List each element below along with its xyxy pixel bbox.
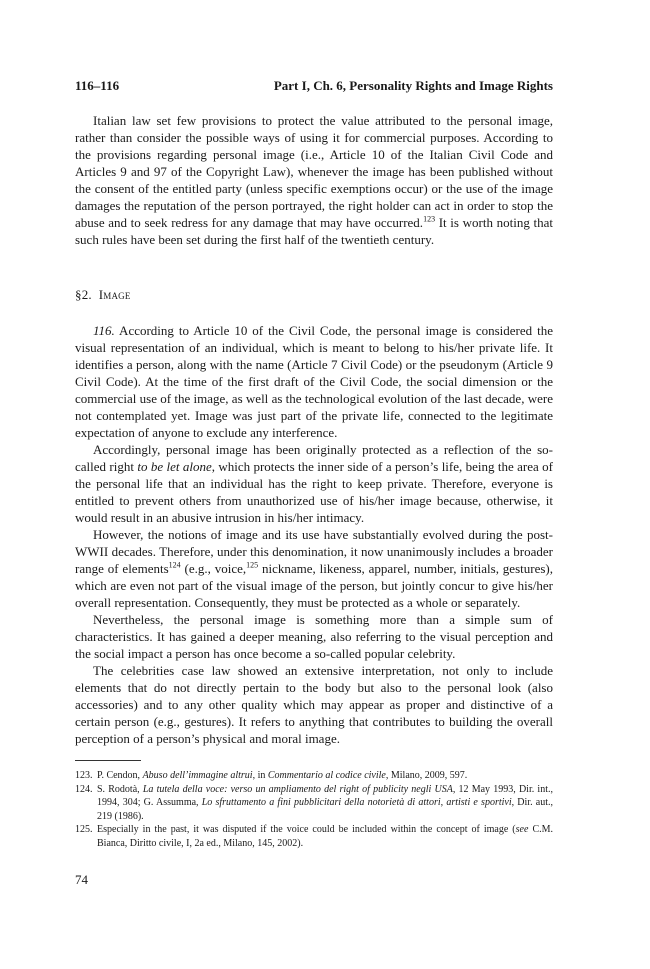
fn-part: Especially in the past, it was disputed if the voice could be included within the concept of image (: [97, 824, 516, 835]
footnote-ref-125[interactable]: 125: [246, 560, 259, 570]
body-paragraph-1: [75, 322, 553, 441]
intro-text-b: It is worth noting that such rules have been set during the first half of the twentieth century.: [75, 215, 553, 247]
fn-italic: Lo sfruttamento a fini pubblicitari della notorietà di attori, artisti e sportivi: [201, 797, 512, 808]
intro-paragraph: [75, 112, 553, 248]
fn-italic: La tutela della voce: verso un ampliamento del right of publicity negli USA: [142, 783, 453, 795]
page-content: [75, 78, 553, 850]
footnote-ref-123[interactable]: 123: [423, 214, 436, 224]
header-page-range: 116–116: [75, 78, 120, 93]
fn-part: P. Cendon,: [97, 770, 143, 781]
header-title: Part I, Ch. 6, Personality Rights and Image Rights: [273, 78, 553, 93]
p1-text: According to Article 10 of the Civil Code, the personal image is considered the visual representation of an individual, which is meant to belong to his/her private life. It identifies a person, along with the name (Article 7 Civil Code) or the pseudonym (Article 9 Civil Code). At the time of the first draft of the Civil Code, the social dimension or the commercial use of the image, as well as the technological evolution of the last decade, were not contemplated yet. Image was just part of the private life, connected to the legitimate expectation of anyone to exclude any interference.: [75, 323, 553, 440]
footnote-number: 125.: [75, 824, 93, 835]
page-number: 74: [75, 872, 88, 887]
p3-text-a: However, the notions of image and its use have substantially evolved during the post-WWII decades. Therefore, under this denomination, it now unanimously includes a broader range of elements: [75, 527, 553, 576]
body-paragraph-3: [75, 526, 553, 611]
fn-italic: see: [515, 824, 529, 835]
footnotes: [75, 769, 553, 850]
p2-italic: to be let alone: [137, 459, 212, 474]
footnote-123: [75, 769, 553, 783]
footnote-divider: [75, 760, 141, 761]
paragraph-number: 116.: [93, 323, 115, 338]
fn-italic: Abuso dell’immagine altrui: [142, 770, 253, 781]
p2-text-b: , which protects the inner side of a person’s life, being the area of the personal life that an individual has the right to keep private. Therefore, everyone is entitled to prevent others from unauthorized use of his/her image because, otherwise, it would result in an abusive intrusion in his/her intimacy.: [75, 459, 553, 525]
footnote-number: 124.: [75, 783, 93, 795]
fn-part: , Dir. aut., 219 (1986).: [97, 797, 553, 822]
p2-text-a: Accordingly, personal image has been originally protected as a reflection of the so-called right: [75, 442, 553, 474]
footnote-text: [97, 823, 553, 850]
p3-text-b: (e.g., voice,: [180, 561, 247, 576]
fn-italic: Commentario al codice civile: [267, 770, 386, 781]
footnote-124: [75, 783, 553, 824]
body-paragraph-2: [75, 441, 553, 526]
body-paragraph-4: Nevertheless, the personal image is something more than a simple sum of characteristics. It has gained a deeper meaning, also referring to the visual perception and the social impact a person has once become a so-called popular celebrity.: [75, 612, 553, 661]
fn-part: , Milano, 2009, 597.: [385, 770, 468, 781]
p3-text-c: nickname, likeness, apparel, number, initials, gestures), which are even not part of the visual image of the person, but jointly concur to give his/her overall representation. Consequently, they must be protected as a whole or separately.: [75, 561, 553, 610]
fn-part: C.M. Bianca, Diritto civile, I, 2a ed., Milano, 145, 2002).: [97, 824, 554, 849]
footnote-125: [75, 823, 553, 850]
fn-part: , 12 May 1993, Dir. int., 1994, 304; G. Assumma,: [97, 783, 553, 808]
fn-part: , in: [252, 770, 268, 781]
footnote-text: [97, 783, 553, 824]
section-heading: §2. Image: [75, 287, 131, 302]
intro-text-a: Italian law set few provisions to protect the value attributed to the personal image, rather than consider the possible ways of using it for commercial purposes. According to the provisions regarding personal image (i.e., Article 10 of the Italian Civil Code and Articles 9 and 97 of the Copyright Law), whenever the image has been published without the consent of the entitled party (unless specific exemptions occur) or the use of the image damages the reputation of the person portrayed, the right holder can act in order to stop the abuse and to seek redress for any damage that may have occurred.: [75, 113, 553, 230]
footnote-ref-124[interactable]: 124: [168, 560, 181, 570]
footnote-number: 123.: [75, 770, 93, 781]
fn-part: S. Rodotà,: [97, 783, 143, 795]
footnote-text: [97, 769, 553, 783]
body-paragraph-5: The celebrities case law showed an extensive interpretation, not only to include elements that do not directly pertain to the body but also to the personal look (also accessories) and to any other quality which may appear as proper and distinctive of a certain person (e.g., gestures). It refers to anything that contributes to building the overall perception of a person’s physical and moral image.: [75, 663, 553, 746]
running-header: [75, 78, 553, 94]
